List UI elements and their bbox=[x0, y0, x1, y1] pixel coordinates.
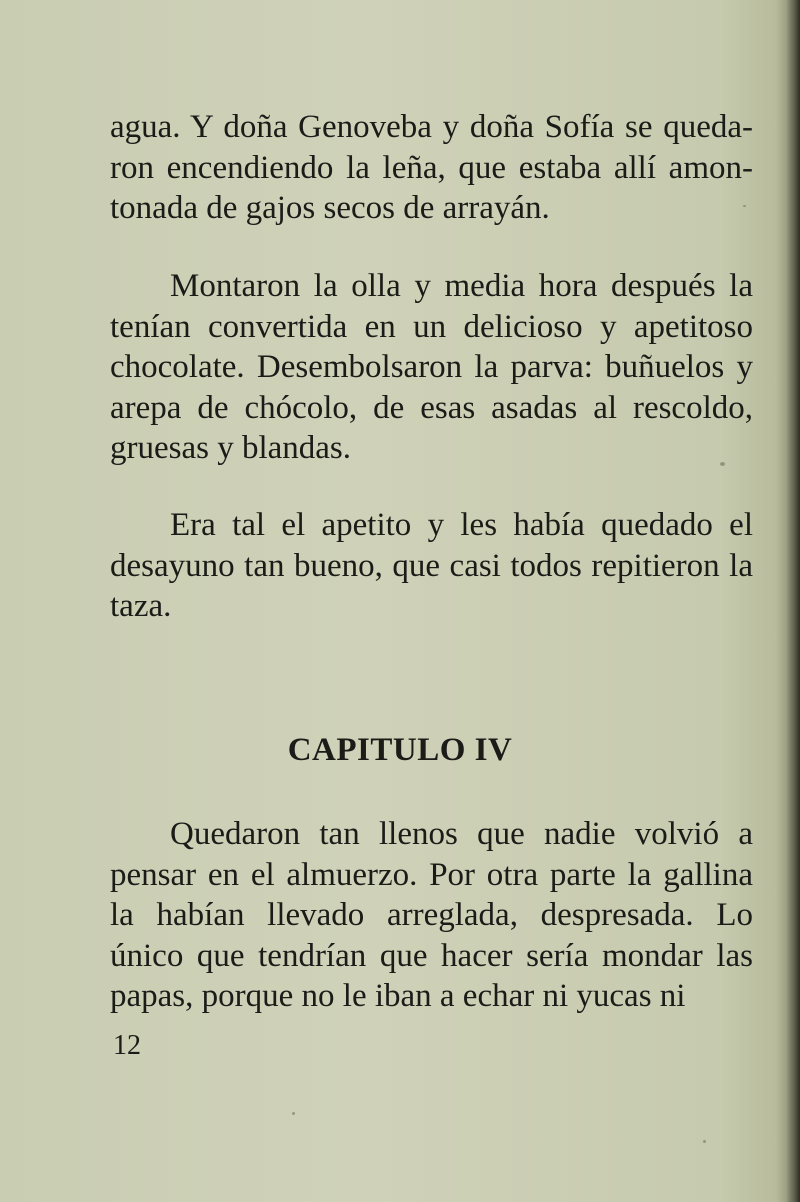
page-number: 12 bbox=[113, 1030, 141, 1061]
paragraph-text: Quedaron tan llenos que nadie volvió a pensar en el almuerzo. Por otra parte la gallina la habían llevado arreglada, despresada. Lo único que tendrían que hacer sería mondar las papas, porque no le iban a echar ni yucas ni bbox=[110, 816, 753, 1014]
paper-speck bbox=[292, 1112, 295, 1115]
chapter-heading: CAPITULO IV bbox=[287, 732, 513, 768]
paper-speck bbox=[703, 1140, 706, 1143]
paragraph-text: Era tal el apetito y les había quedado el desayuno tan bueno, que casi todos repitieron la taza. bbox=[110, 507, 753, 624]
paragraph-montaron bbox=[110, 266, 753, 469]
paper-speck bbox=[720, 462, 725, 466]
paragraph-text: agua. Y doña Genoveba y doña Sofía se queda-ron encendiendo la leña, que estaba allí amon-tonada de gajos secos de arrayán. bbox=[110, 109, 753, 226]
paragraph-apetito bbox=[110, 505, 753, 627]
paper-speck bbox=[743, 205, 746, 207]
paragraph-quedaron bbox=[110, 814, 753, 1017]
paragraph-continuation bbox=[110, 107, 753, 229]
page-edge-shadow bbox=[786, 0, 800, 1202]
paragraph-text: Montaron la olla y media hora después la tenían convertida en un delicioso y apetitoso chocolate. Desembolsaron la parva: buñuelos y arepa de chócolo, de esas asadas al rescoldo, gruesas y blandas. bbox=[110, 268, 753, 466]
